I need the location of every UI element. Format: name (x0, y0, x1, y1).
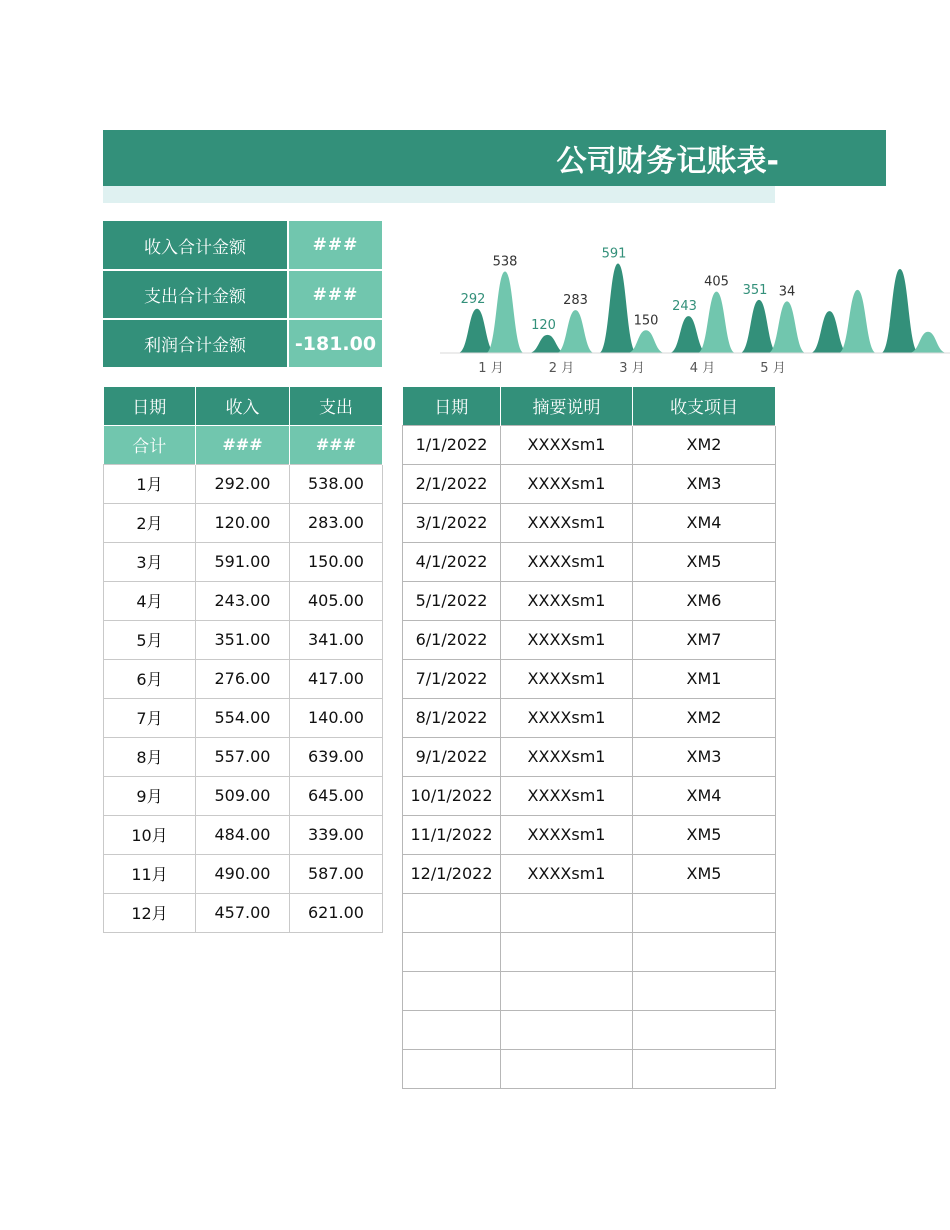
desc-cell[interactable]: XXXXsm1 (501, 503, 633, 542)
date-cell[interactable]: 9/1/2022 (403, 737, 501, 776)
table-row (104, 464, 383, 503)
data-label: 283 (563, 293, 588, 309)
data-label: 405 (704, 274, 729, 290)
item-cell[interactable]: XM3 (633, 464, 776, 503)
income-cell: 509.00 (196, 776, 290, 815)
item-cell[interactable]: XM2 (633, 698, 776, 737)
item-cell[interactable]: XM7 (633, 620, 776, 659)
date-cell[interactable]: 11/1/2022 (403, 815, 501, 854)
table-row (403, 971, 776, 1010)
table-row (104, 737, 383, 776)
income-cell: 591.00 (196, 542, 290, 581)
series-1-peak (811, 311, 849, 353)
x-tick-label: 4 月 (689, 361, 716, 376)
table-row (104, 893, 383, 932)
month-cell: 10月 (104, 815, 196, 854)
month-cell: 3月 (104, 542, 196, 581)
series-1-peak (458, 309, 496, 353)
summary-row (103, 221, 382, 270)
x-tick-label: 2 月 (548, 361, 575, 376)
item-cell[interactable]: XM5 (633, 542, 776, 581)
item-cell[interactable]: XM4 (633, 503, 776, 542)
table-row (104, 620, 383, 659)
summary-value: ### (288, 270, 382, 319)
series-1-peak (599, 263, 637, 353)
details-table (402, 387, 776, 1089)
table-row (403, 503, 776, 542)
data-label: 538 (492, 254, 518, 270)
total-expense: ### (290, 425, 383, 464)
monthly-chart (440, 240, 950, 380)
series-2-peak (768, 301, 806, 353)
table-row (104, 854, 383, 893)
desc-cell[interactable] (501, 932, 633, 971)
desc-cell[interactable]: XXXXsm1 (501, 620, 633, 659)
x-tick-label: 3 月 (619, 361, 645, 376)
expense-cell: 341.00 (290, 620, 383, 659)
desc-cell[interactable]: XXXXsm1 (501, 464, 633, 503)
expense-cell: 283.00 (290, 503, 383, 542)
summary-row (103, 270, 382, 319)
month-cell: 1月 (104, 464, 196, 503)
date-cell[interactable] (403, 1049, 501, 1088)
expense-cell: 538.00 (290, 464, 383, 503)
month-cell: 8月 (104, 737, 196, 776)
date-cell[interactable] (403, 971, 501, 1010)
month-cell: 6月 (104, 659, 196, 698)
item-cell[interactable] (633, 893, 776, 932)
total-label: 合计 (104, 425, 196, 464)
table-row (104, 659, 383, 698)
table-row (104, 815, 383, 854)
expense-cell: 339.00 (290, 815, 383, 854)
income-cell: 484.00 (196, 815, 290, 854)
table-row (403, 659, 776, 698)
date-cell[interactable]: 8/1/2022 (403, 698, 501, 737)
expense-cell: 150.00 (290, 542, 383, 581)
income-cell: 557.00 (196, 737, 290, 776)
series-1-peak (881, 269, 919, 353)
desc-cell[interactable] (501, 1049, 633, 1088)
table-row (104, 542, 383, 581)
date-cell[interactable]: 6/1/2022 (403, 620, 501, 659)
desc-cell[interactable] (501, 971, 633, 1010)
date-cell[interactable]: 10/1/2022 (403, 776, 501, 815)
table-row (403, 542, 776, 581)
series-1-peak (670, 316, 708, 353)
item-cell[interactable] (633, 1049, 776, 1088)
series-2-peak (839, 290, 877, 353)
date-cell[interactable]: 1/1/2022 (403, 425, 501, 464)
monthly-header-income: 收入 (196, 387, 290, 425)
table-row (403, 854, 776, 893)
table-row (403, 620, 776, 659)
summary-label: 利润合计金额 (103, 319, 288, 368)
desc-cell[interactable]: XXXXsm1 (501, 737, 633, 776)
monthly-table (103, 387, 383, 933)
series-2-peak (557, 310, 595, 353)
item-cell[interactable] (633, 971, 776, 1010)
month-cell: 9月 (104, 776, 196, 815)
details-header-item: 收支项目 (633, 387, 776, 425)
month-cell: 11月 (104, 854, 196, 893)
item-cell[interactable] (633, 932, 776, 971)
expense-cell: 140.00 (290, 698, 383, 737)
expense-cell: 405.00 (290, 581, 383, 620)
item-cell[interactable]: XM5 (633, 854, 776, 893)
data-label: 120 (531, 317, 556, 333)
month-cell: 7月 (104, 698, 196, 737)
desc-cell[interactable]: XXXXsm1 (501, 542, 633, 581)
monthly-header-date: 日期 (104, 387, 196, 425)
table-row (104, 776, 383, 815)
table-row (104, 698, 383, 737)
date-cell[interactable] (403, 893, 501, 932)
data-label: 591 (601, 246, 627, 262)
item-cell[interactable]: XM3 (633, 737, 776, 776)
series-2-peak (486, 271, 524, 353)
expense-cell: 639.00 (290, 737, 383, 776)
month-cell: 2月 (104, 503, 196, 542)
table-row (403, 815, 776, 854)
series-1-peak (740, 300, 778, 353)
desc-cell[interactable]: XXXXsm1 (501, 581, 633, 620)
month-cell: 5月 (104, 620, 196, 659)
page-title-bar (103, 130, 886, 186)
date-cell[interactable]: 2/1/2022 (403, 464, 501, 503)
series-2-peak (698, 292, 736, 353)
income-cell: 243.00 (196, 581, 290, 620)
table-row (403, 464, 776, 503)
desc-cell[interactable] (501, 1010, 633, 1049)
month-cell: 4月 (104, 581, 196, 620)
details-header-date: 日期 (403, 387, 501, 425)
date-cell[interactable] (403, 1010, 501, 1049)
item-cell[interactable]: XM2 (633, 425, 776, 464)
page-title: 公司财务记账表- (556, 144, 779, 179)
table-row (104, 503, 383, 542)
expense-cell: 587.00 (290, 854, 383, 893)
date-cell[interactable] (403, 932, 501, 971)
data-label: 243 (672, 299, 697, 315)
item-cell[interactable]: XM5 (633, 815, 776, 854)
expense-cell: 621.00 (290, 893, 383, 932)
details-header-desc: 摘要说明 (501, 387, 633, 425)
table-row (403, 698, 776, 737)
data-label: 351 (742, 282, 768, 298)
income-cell: 554.00 (196, 698, 290, 737)
income-cell: 292.00 (196, 464, 290, 503)
date-cell[interactable]: 7/1/2022 (403, 659, 501, 698)
table-row (403, 425, 776, 464)
table-row (403, 893, 776, 932)
table-row (104, 581, 383, 620)
monthly-total-row (104, 425, 383, 464)
summary-value: -181.00 (288, 319, 382, 368)
title-underline-band (103, 186, 775, 203)
date-cell[interactable]: 3/1/2022 (403, 503, 501, 542)
x-tick-label: 5 月 (760, 361, 786, 376)
desc-cell[interactable]: XXXXsm1 (501, 815, 633, 854)
desc-cell[interactable]: XXXXsm1 (501, 659, 633, 698)
table-row (403, 581, 776, 620)
summary-value: ### (288, 221, 382, 270)
data-label: 150 (633, 313, 659, 329)
date-cell[interactable]: 4/1/2022 (403, 542, 501, 581)
desc-cell[interactable]: XXXXsm1 (501, 425, 633, 464)
monthly-chart-svg (440, 240, 950, 380)
x-tick-label: 1 月 (478, 361, 504, 376)
expense-cell: 645.00 (290, 776, 383, 815)
desc-cell[interactable]: XXXXsm1 (501, 698, 633, 737)
table-row (403, 932, 776, 971)
item-cell[interactable]: XM1 (633, 659, 776, 698)
table-row (403, 737, 776, 776)
table-row (403, 1049, 776, 1088)
summary-label: 收入合计金额 (103, 221, 288, 270)
desc-cell[interactable]: XXXXsm1 (501, 776, 633, 815)
income-cell: 120.00 (196, 503, 290, 542)
table-row (403, 776, 776, 815)
income-cell: 351.00 (196, 620, 290, 659)
summary-row (103, 319, 382, 368)
income-cell: 490.00 (196, 854, 290, 893)
desc-cell[interactable]: XXXXsm1 (501, 854, 633, 893)
income-cell: 276.00 (196, 659, 290, 698)
month-cell: 12月 (104, 893, 196, 932)
item-cell[interactable]: XM6 (633, 581, 776, 620)
summary-label: 支出合计金额 (103, 270, 288, 319)
monthly-header-expense: 支出 (290, 387, 383, 425)
desc-cell[interactable] (501, 893, 633, 932)
date-cell[interactable]: 12/1/2022 (403, 854, 501, 893)
date-cell[interactable]: 5/1/2022 (403, 581, 501, 620)
data-label: 34 (778, 284, 796, 300)
item-cell[interactable] (633, 1010, 776, 1049)
item-cell[interactable]: XM4 (633, 776, 776, 815)
summary-table (103, 221, 382, 369)
total-income: ### (196, 425, 290, 464)
income-cell: 457.00 (196, 893, 290, 932)
expense-cell: 417.00 (290, 659, 383, 698)
data-label: 292 (460, 291, 486, 307)
table-row (403, 1010, 776, 1049)
